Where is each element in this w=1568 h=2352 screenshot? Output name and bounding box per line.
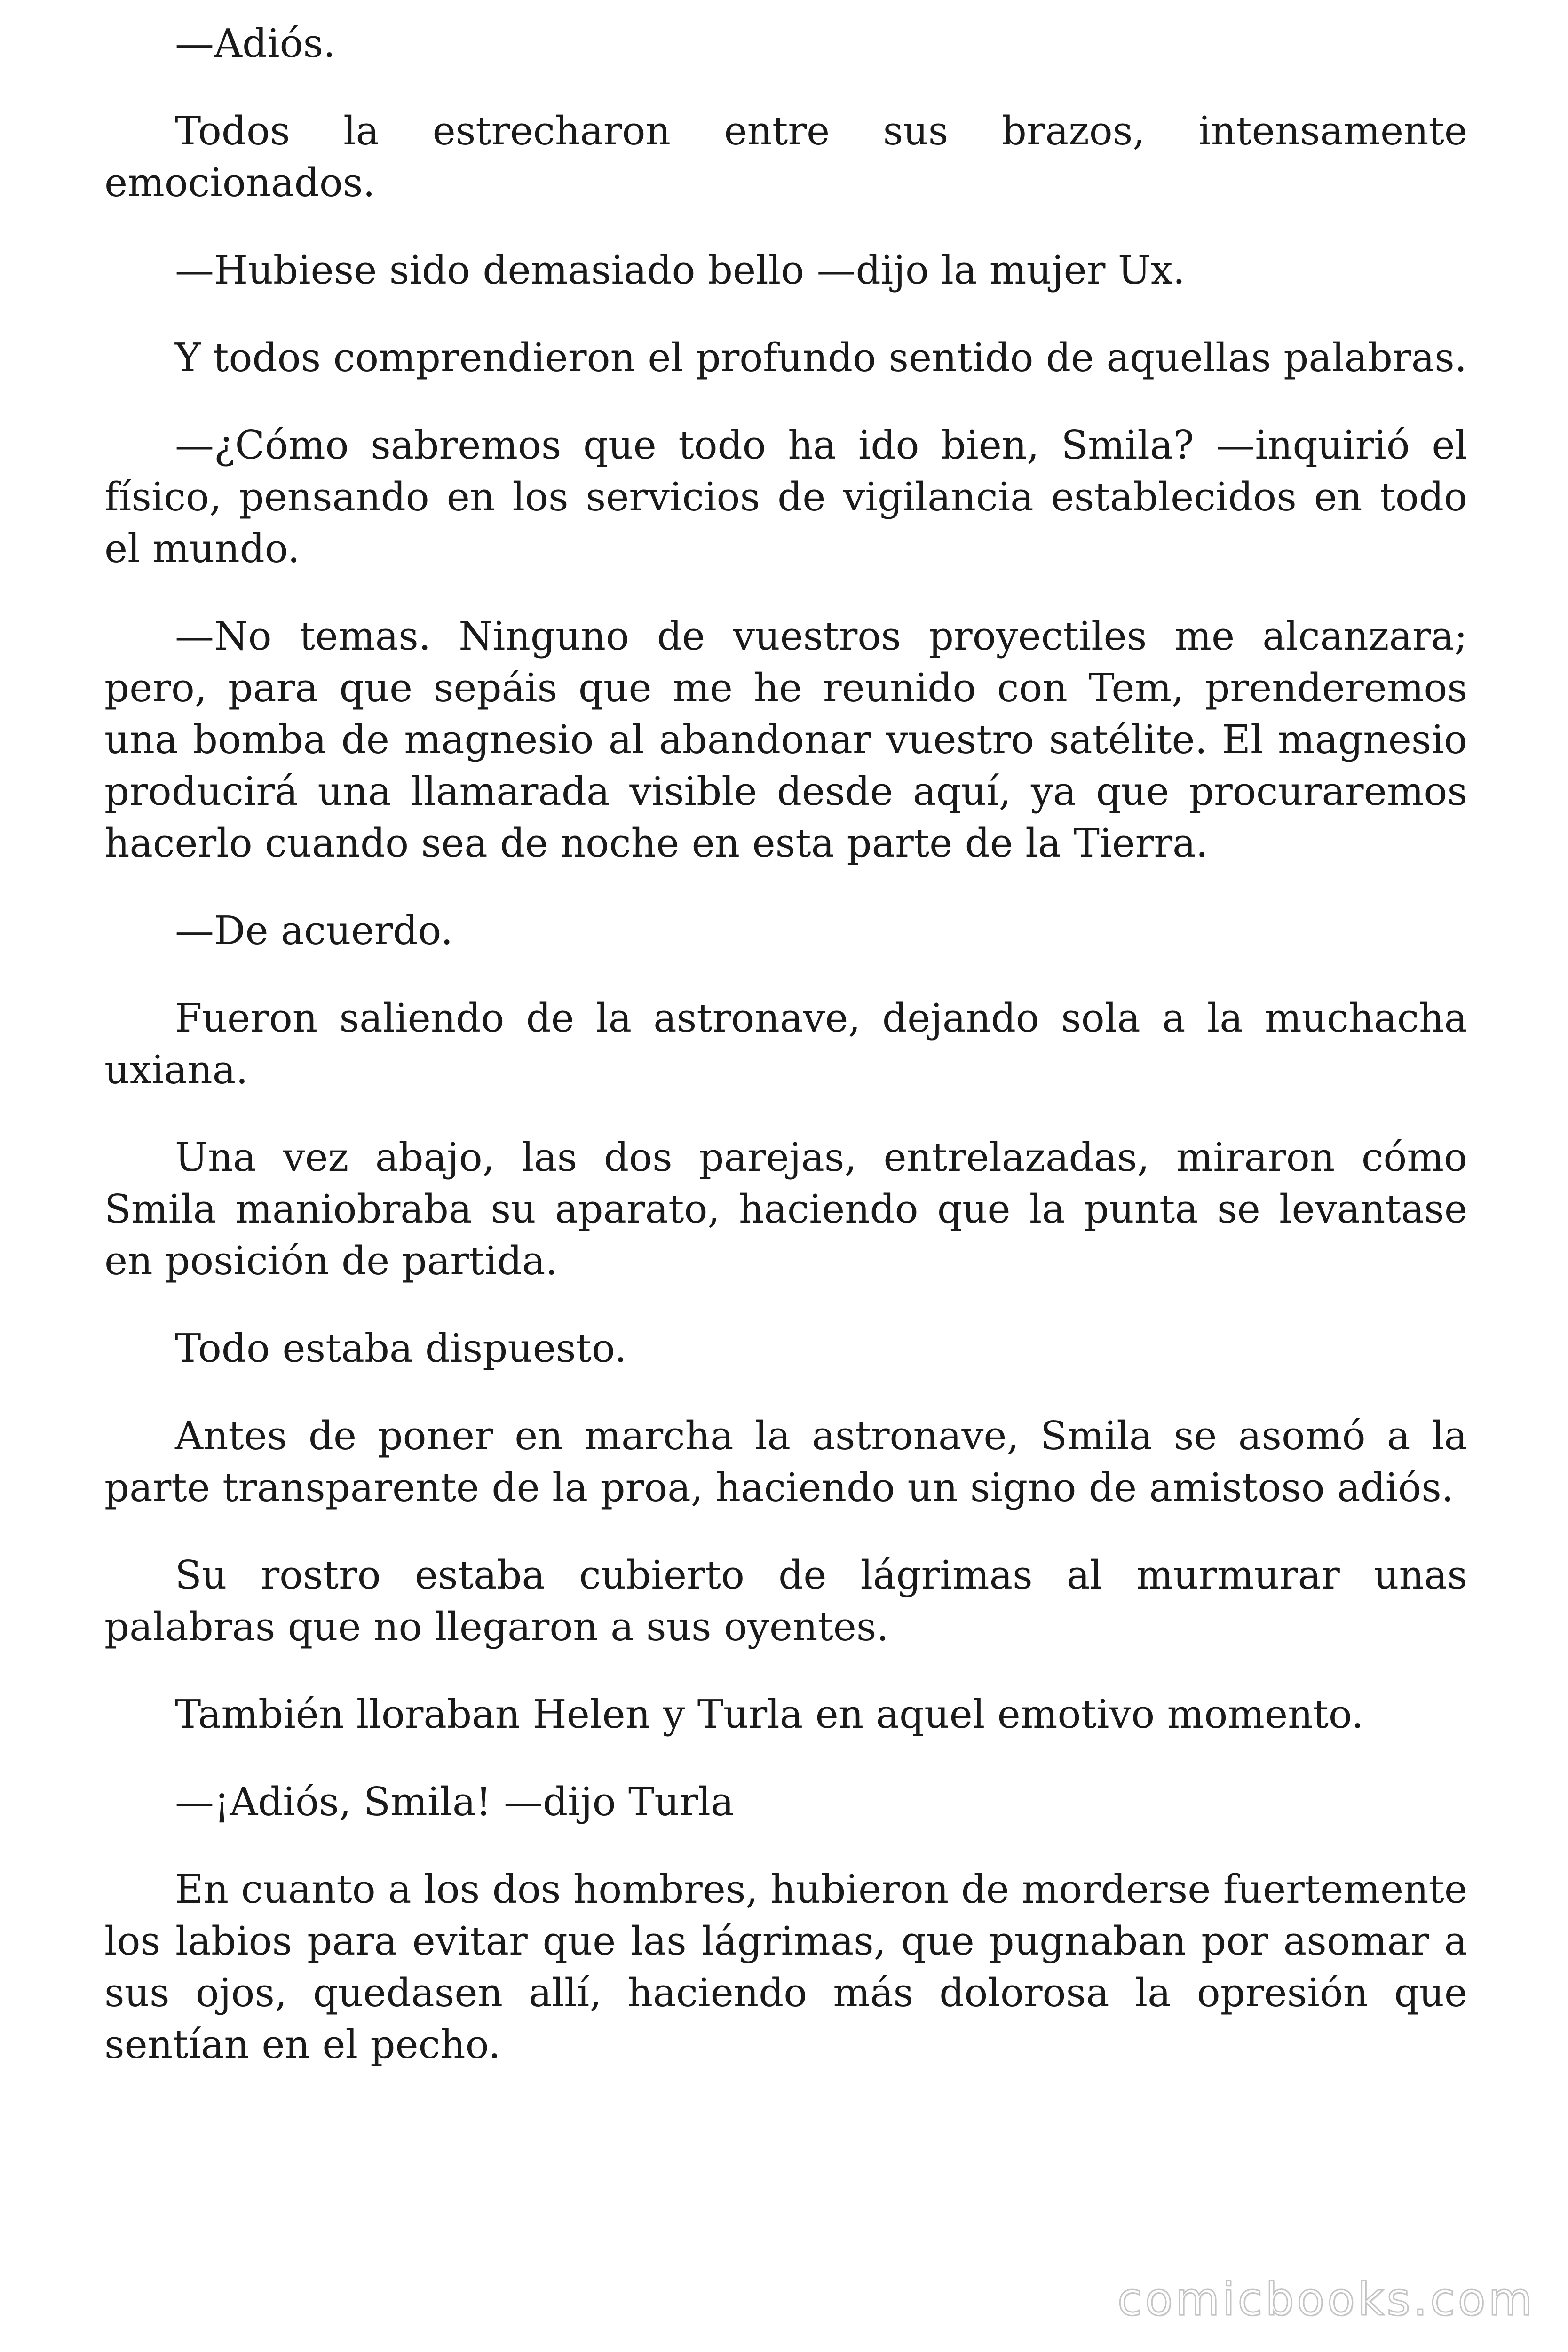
page-text bbox=[104, 18, 1467, 2071]
paragraph: Una vez abajo, las dos parejas, entrelazadas, miraron cómo Smila maniobraba su aparato, haciendo que la punta se levantase en posición de partida. bbox=[104, 1135, 1467, 1284]
paragraph: Fueron saliendo de la astronave, dejando sola a la muchacha uxiana. bbox=[104, 995, 1467, 1093]
paragraph: Todos la estrecharon entre sus brazos, intensamente emocionados. bbox=[104, 108, 1467, 206]
paragraph: Todo estaba dispuesto. bbox=[175, 1326, 627, 1371]
paragraph: Su rostro estaba cubierto de lágrimas al murmurar unas palabras que no llegaron a sus oyentes. bbox=[104, 1552, 1467, 1650]
paragraph: —Adiós. bbox=[175, 21, 336, 66]
paragraph: —¿Cómo sabremos que todo ha ido bien, Smila? —inquirió el físico, pensando en los servicios de vigilancia establecidos en todo el mundo. bbox=[104, 422, 1467, 572]
paragraph: —¡Adiós, Smila! —dijo Turla bbox=[175, 1779, 734, 1825]
paragraph: —De acuerdo. bbox=[175, 908, 453, 954]
paragraph: —No temas. Ninguno de vuestros proyectiles me alcanzara; pero, para que sepáis que me he reunido con Tem, prenderemos una bomba de magnesio al abandonar vuestro satélite. El magnesio producirá una llamarada visible desde aquí, ya que procuraremos hacerlo cuando sea de noche en esta parte de la Tierra. bbox=[104, 613, 1467, 866]
paragraph: Y todos comprendieron el profundo sentido de aquellas palabras. bbox=[175, 335, 1467, 381]
watermark: comicbooks.com bbox=[1117, 2273, 1535, 2326]
paragraph: Antes de poner en marcha la astronave, Smila se asomó a la parte transparente de la proa, haciendo un signo de amistoso adiós. bbox=[104, 1413, 1467, 1510]
paragraph: —Hubiese sido demasiado bello —dijo la mujer Ux. bbox=[175, 247, 1185, 293]
paragraph: También lloraban Helen y Turla en aquel emotivo momento. bbox=[175, 1692, 1364, 1737]
paragraph: En cuanto a los dos hombres, hubieron de morderse fuertemente los labios para evitar que las lágrimas, que pugnaban por asomar a sus ojos, quedasen allí, haciendo más dolorosa la opresión que sentían en el pecho. bbox=[104, 1867, 1467, 2067]
